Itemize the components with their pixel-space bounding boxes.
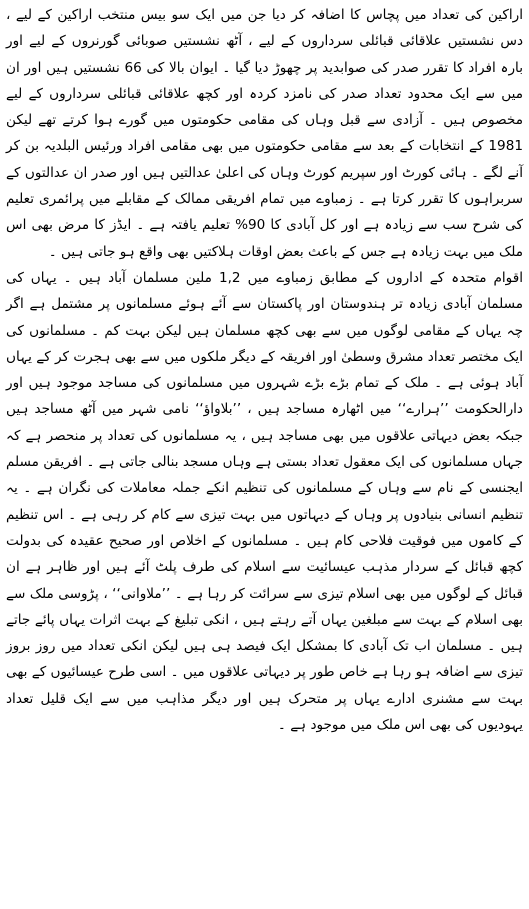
paragraph-muslim-population: اقوام متحدہ کے اداروں کے مطابق زمباوے میں 1,2 ملین مسلمان آباد ہیں ۔ یہاں کی مسلمان آبادی زیادہ تر ہندوستان اور پاکستان سے آئے ہوئے مسلمانوں پر مشتمل ہے اگر چہ یہاں کے مقامی لوگوں میں سے بھی کچھ مسلمان ہیں لیکن بہت کم ۔ مسلمانوں کی ایک مختصر تعداد مشرق وسطیٰ اور افریقہ کے دیگر ملکوں میں سے بھی ہجرت کر کے یہاں آباد ہوئی ہے ۔ ملک کے تمام بڑے بڑے شہروں میں مسلمانوں کی مساجد موجود ہیں اور دارالحکومت ’’ہرارے‘‘ میں اٹھارہ مساجد ہیں ، ’’بلاواؤ‘‘ نامی شہر میں آٹھ مساجد ہیں جبکہ بعض دیہاتی علاقوں میں بھی مساجد ہیں ، یہ مسلمانوں کی تعداد پر منحصر ہے کہ جہاں مسلمانوں کی ایک معقول تعداد بستی ہے وہاں مسجد بنالی جاتی ہے ۔ افریقن مسلم ایجنسی کے نام سے وہاں کے مسلمانوں کی تنظیم انکے جملہ معاملات کی نگران ہے ۔ یہ تنظیم انسانی بنیادوں پر وہاں کے دیہاتوں میں بہت تیزی سے کام کر رہی ہے ۔ اس تنظیم کے کاموں میں فوقیت فلاحی کام ہیں ۔ مسلمانوں کے اخلاص اور صحیح عقیدہ کی بدولت کچھ قبائل کے سردار مذہب عیسائیت سے اسلام کی طرف پلٹ آئے ہیں اور ظاہر ہے ان قبائل کے لوگوں میں بھی اسلام تیزی سے سرائت کر رہا ہے ۔ ’’ملاوانی‘‘ ، پڑوسی ملک سے بھی اسلام کے بہت سے مبلغین یہاں آتے رہتے ہیں ، انکی تبلیغ کے بہت اثرات یہاں پائے جاتے ہیں ۔ مسلمان اب تک آبادی کا بمشکل ایک فیصد ہی ہیں لیکن انکی تعداد میں روز بروز تیزی سے اضافہ ہو رہا ہے خاص طور پر دیہاتی علاقوں میں ۔ اسی طرح عیسائیوں کے بھی بہت سے مشنری ادارے یہاں پر متحرک ہیں اور دیگر مذاہب میں سے ایک قلیل تعداد یہودیوں کی بھی اس ملک میں موجود ہے ۔ [6, 269, 523, 734]
paragraph-government-education: اراکین کی تعداد میں پچاس کا اضافہ کر دیا جن میں ایک سو بیس منتخب اراکین کے لیے ، دس نشستیں علاقائی قبائلی سرداروں کے لیے ، آٹھ نشستیں صوبائی گورنروں کے لیے اور بارہ افراد کا تقرر صدر کی صوابدید پر چھوڑ دیا گیا ۔ ایوان بالا کی 66 نشستیں ہیں اور ان میں سے ایک محدود تعداد صدر کی نامزد کردہ اور کچھ علاقائی قبائلی سرداروں کے لیے مخصوص ہیں ۔ آزادی سے قبل وہاں کی مقامی حکومتوں میں گورے ہوا کرتے تھے لیکن 1981 کے انتخابات کے بعد سے مقامی حکومتوں میں بھی مقامی افراد ورئیس البلدیہ بن کر آنے لگے ۔ ہائی کورٹ اور سپریم کورٹ وہاں کی اعلیٰ عدالتیں ہیں اور صدر ان عدالتوں کے سربراہوں کا تقرر کرتا ہے ۔ زمباوے میں تمام افریقی ممالک کے مقابلے میں پرائمری تعلیم کی شرح سب سے زیادہ ہے اور کل آبادی کا 90% تعلیم یافتہ ہے ۔ ایڈز کا مرض بھی اس ملک میں بہت زیادہ ہے جس کے باعث بعض اوقات ہلاکتیں بھی واقع ہو جاتی ہیں ۔ [6, 7, 523, 260]
